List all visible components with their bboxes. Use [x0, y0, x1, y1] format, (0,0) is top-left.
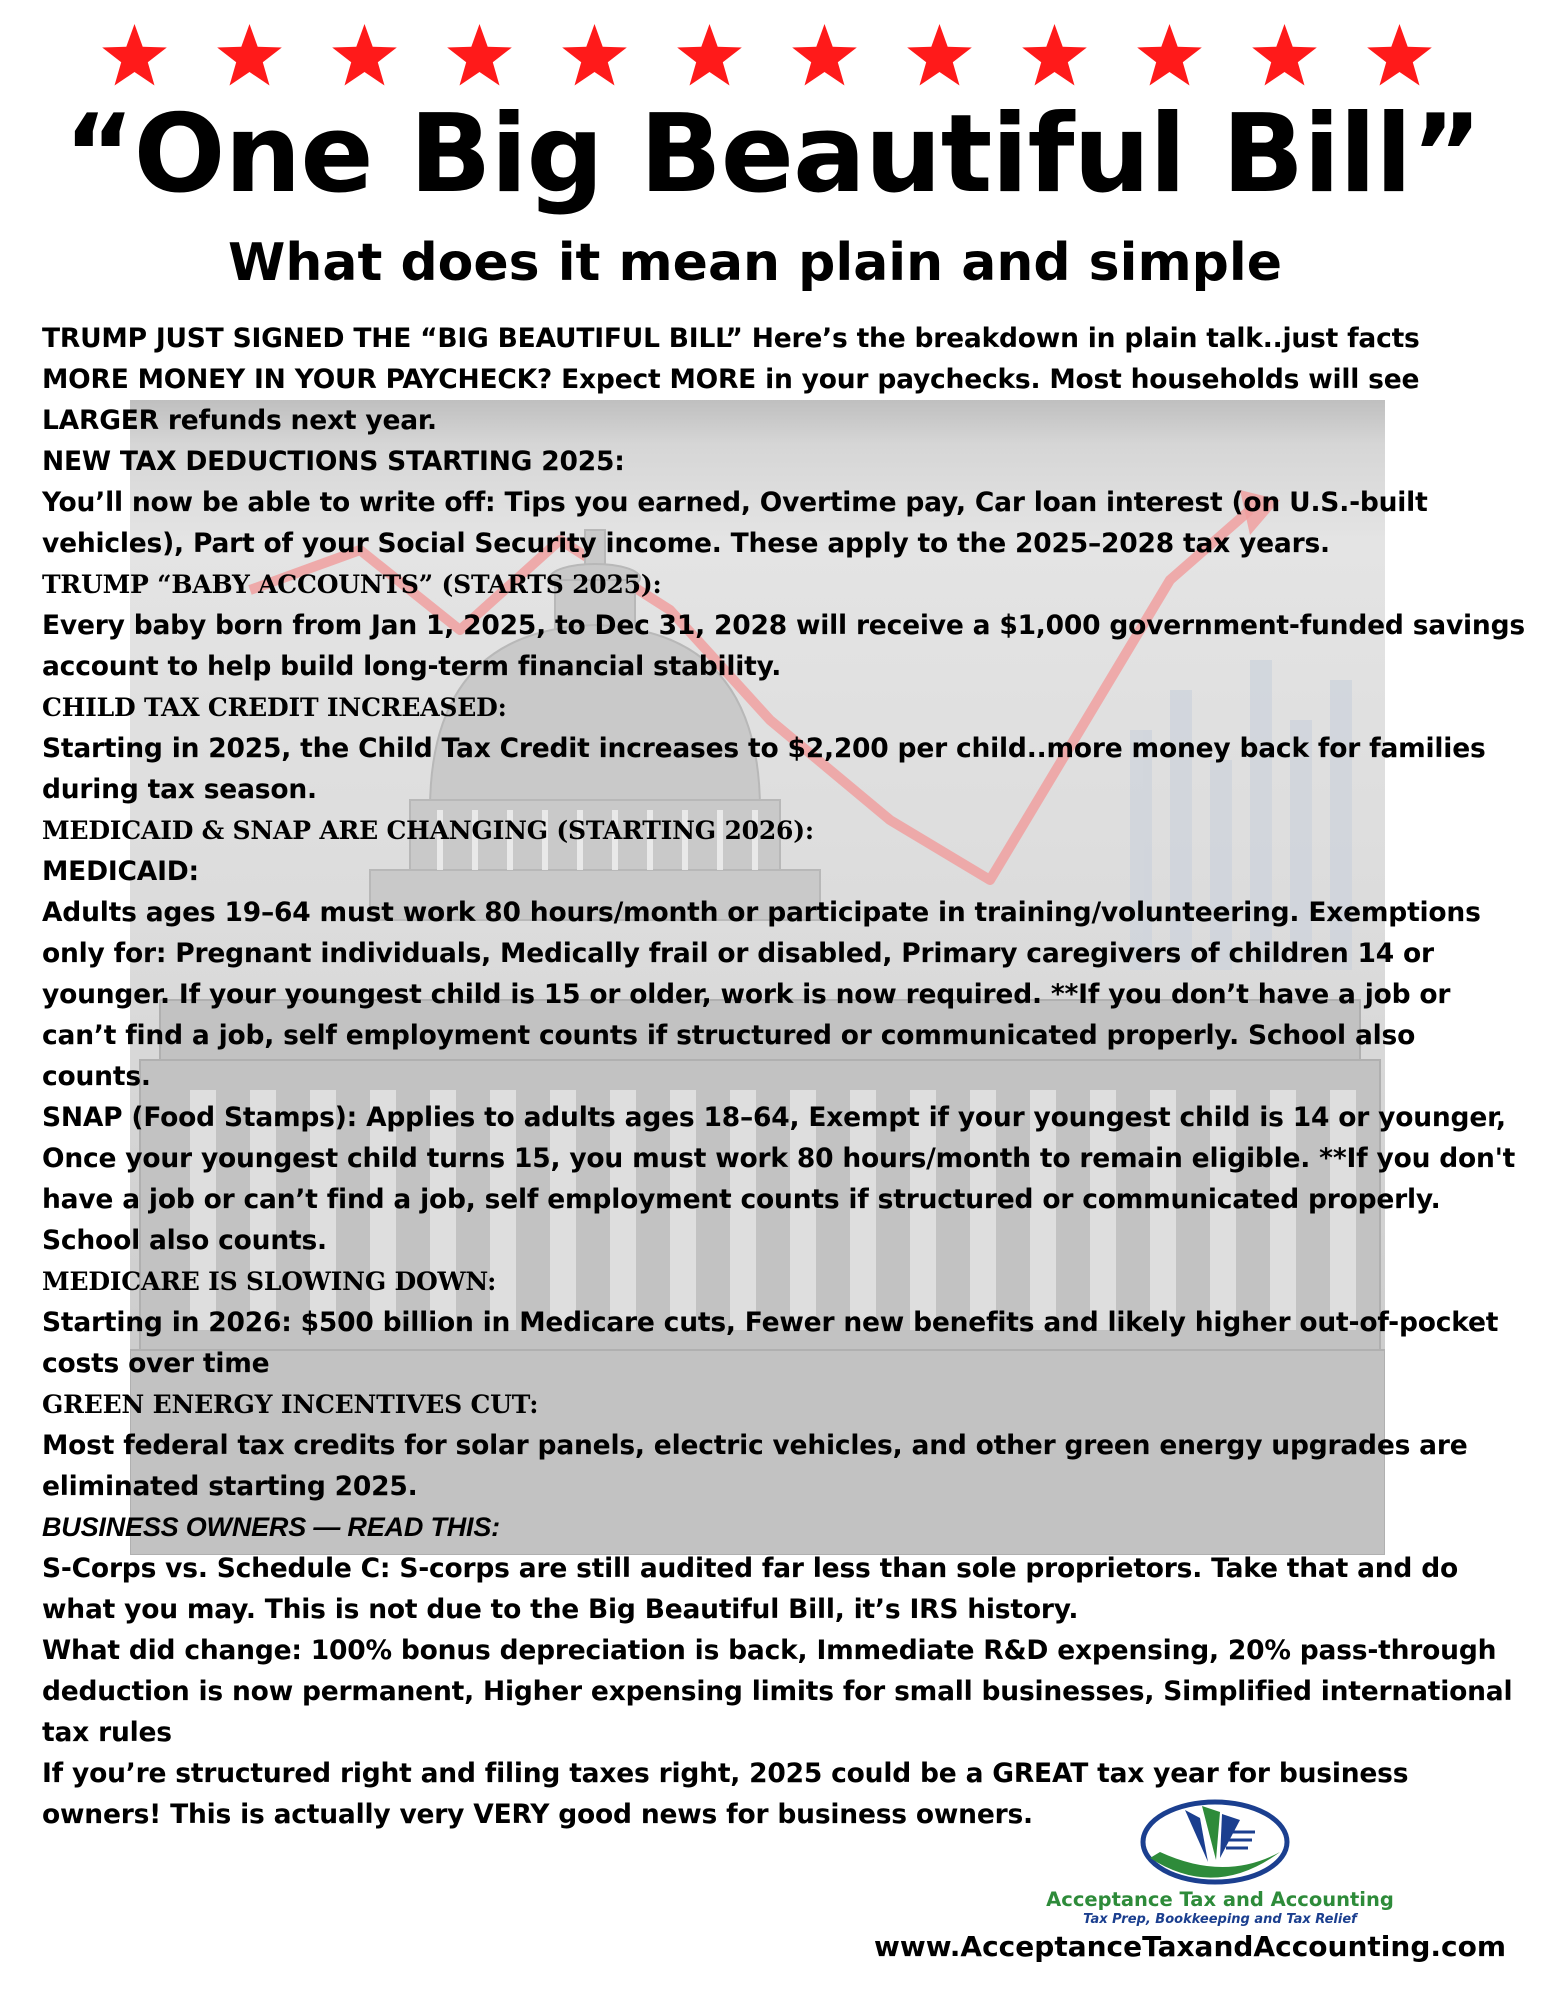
- paragraph: BUSINESS OWNERS — READ THIS:: [42, 1512, 500, 1542]
- paragraph: MEDICAID & SNAP ARE CHANGING (STARTING 2026):: [42, 816, 814, 845]
- star-row-graphic: [85, 22, 1465, 92]
- logo-emblem-icon: [1130, 1790, 1300, 1890]
- paragraph: Every baby born from Jan 1, 2025, to Dec 31, 2028 will receive a $1,000 government-funded savings account to help build long-term financial stability.: [42, 610, 1525, 682]
- paragraph: CHILD TAX CREDIT INCREASED:: [42, 693, 507, 722]
- page-title: “One Big Beautiful Bill”: [63, 92, 1482, 217]
- star-icon: [217, 24, 282, 86]
- paragraph: Adults ages 19–64 must work 80 hours/month or participate in training/volunteering. Exemptions only for: Pregnant individuals, Medically frail or disabled, Primary caregivers of children 14 or younger. If your youngest child is 15 or older, work is now required. **If you don’t have a job or can’t find a job, self employment counts if structured or communicated properly. School also counts.: [42, 897, 1481, 1092]
- star-icon: [792, 24, 857, 86]
- star-icon: [1367, 24, 1432, 86]
- star-icon: [907, 24, 972, 86]
- star-icon: [102, 24, 167, 86]
- company-tagline: Tax Prep, Bookkeeping and Tax Relief: [1083, 1912, 1357, 1927]
- star-icon: [1022, 24, 1087, 86]
- paragraph: GREEN ENERGY INCENTIVES CUT:: [42, 1390, 539, 1419]
- paragraph: If you’re structured right and filing taxes right, 2025 could be a GREAT tax year for business owners! This is actually very VERY good news for business owners.: [42, 1758, 1409, 1830]
- star-icon: [332, 24, 397, 86]
- paragraph: Most federal tax credits for solar panels, electric vehicles, and other green energy upgrades are eliminated starting 2025.: [42, 1430, 1468, 1502]
- star-icon: [562, 24, 627, 86]
- article-body: [42, 318, 1532, 1835]
- paragraph: TRUMP “BABY ACCOUNTS” (STARTS 2025):: [42, 570, 662, 599]
- paragraph: MORE MONEY IN YOUR PAYCHECK? Expect MORE in your paychecks. Most households will see LARGER refunds next year.: [42, 364, 1420, 436]
- paragraph: MEDICAID:: [42, 856, 199, 887]
- star-icon: [447, 24, 512, 86]
- website-url: www.AcceptanceTaxandAccounting.com: [873, 1930, 1507, 1963]
- paragraph: You’ll now be able to write off: Tips you earned, Overtime pay, Car loan interest (on U.S.-built vehicles), Part of your Social Security income. These apply to the 2025–2028 tax years.: [42, 487, 1428, 559]
- star-icon: [1252, 24, 1317, 86]
- star-icon: [1137, 24, 1202, 86]
- star-row: [85, 22, 1465, 92]
- company-name: Acceptance Tax and Accounting: [1046, 1888, 1394, 1911]
- paragraph: Starting in 2026: $500 billion in Medicare cuts, Fewer new benefits and likely higher out-of-pocket costs over time: [42, 1307, 1499, 1379]
- paragraph: NEW TAX DEDUCTIONS STARTING 2025:: [42, 446, 625, 477]
- paragraph: S-Corps vs. Schedule C: S-corps are still audited far less than sole proprietors. Take that and do what you may. This is not due to the Big Beautiful Bill, it’s IRS history.: [42, 1553, 1459, 1625]
- paragraph: SNAP (Food Stamps): Applies to adults ages 18–64, Exempt if your youngest child is 14 or younger, Once your youngest child turns 15, you must work 80 hours/month to remain eligible. **If you don't have a job or can’t find a job, self employment counts if structured or communicated properly. School also counts.: [42, 1102, 1516, 1256]
- paragraph: What did change: 100% bonus depreciation is back, Immediate R&D expensing, 20% pass-through deduction is now permanent, Higher expensing limits for small businesses, Simplified international tax rules: [42, 1635, 1513, 1748]
- paragraph: Starting in 2025, the Child Tax Credit increases to $2,200 per child..more money back for families during tax season.: [42, 733, 1486, 805]
- paragraph: MEDICARE IS SLOWING DOWN:: [42, 1267, 497, 1296]
- page-subtitle: What does it mean plain and simple: [228, 233, 1282, 293]
- company-logo: [1130, 1790, 1300, 1890]
- paragraph: TRUMP JUST SIGNED THE “BIG BEAUTIFUL BILL” Here’s the breakdown in plain talk..just facts: [42, 323, 1420, 354]
- star-icon: [677, 24, 742, 86]
